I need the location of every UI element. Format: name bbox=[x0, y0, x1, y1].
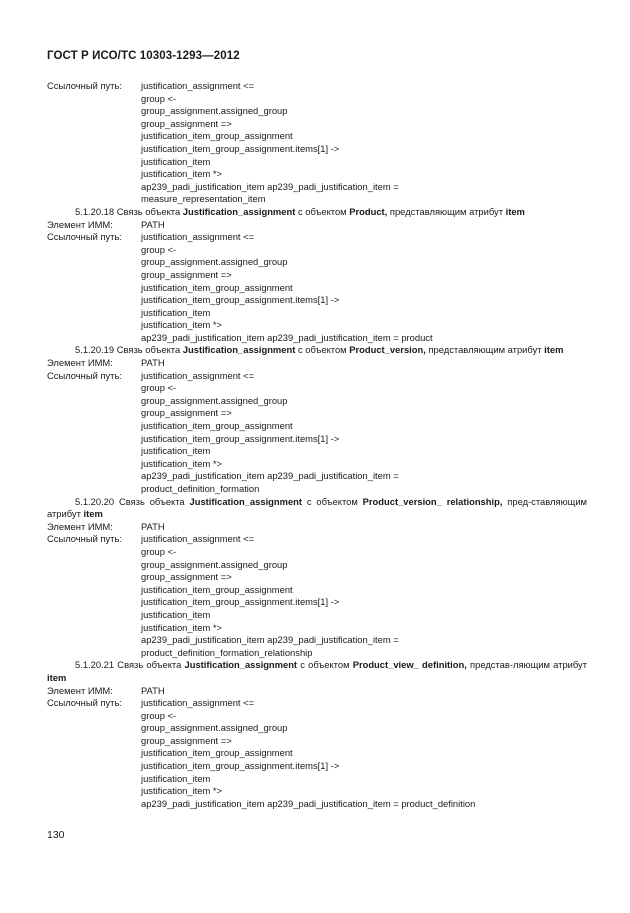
section-number: 5.1.20.19 bbox=[75, 344, 115, 356]
path-line: group_assignment.assigned_group bbox=[141, 256, 288, 268]
path-line: justification_assignment <= bbox=[141, 533, 255, 545]
target-entity-name: Product_version, bbox=[349, 344, 426, 356]
path-line: group_assignment => bbox=[141, 117, 232, 129]
aim-element-value: PATH bbox=[141, 218, 165, 230]
path-line: ap239_padi_justification_item ap239_padi_justification_item = product bbox=[141, 331, 433, 343]
path-line: justification_item_group_assignment.items[1] -> bbox=[141, 142, 340, 154]
entity-name: Justification_assignment bbox=[182, 205, 296, 217]
aim-element-value: PATH bbox=[141, 357, 165, 369]
heading-text: Связь объекта bbox=[116, 344, 181, 356]
reference-path-label: Ссылочный путь: bbox=[47, 533, 122, 545]
section-heading-5-1-20-20 bbox=[47, 496, 587, 521]
path-line: justification_item_group_assignment.items[1] -> bbox=[141, 432, 340, 444]
target-entity-name: Product, bbox=[349, 205, 388, 217]
path-line: group_assignment.assigned_group bbox=[141, 394, 288, 406]
aim-element-value: PATH bbox=[141, 520, 165, 532]
path-line: justification_item bbox=[141, 445, 211, 457]
heading-text: Связь объекта bbox=[117, 659, 182, 671]
aim-element-label: Элемент ИММ: bbox=[47, 357, 113, 369]
path-line: measure_representation_item bbox=[141, 193, 266, 205]
aim-element-row bbox=[47, 219, 587, 232]
aim-element-row bbox=[47, 685, 587, 698]
path-line: justification_item_group_assignment bbox=[141, 583, 293, 595]
path-line: justification_item *> bbox=[141, 621, 223, 633]
path-line: group_assignment => bbox=[141, 268, 232, 280]
target-entity-name: Product_view_ definition, bbox=[352, 659, 467, 671]
reference-path-row bbox=[47, 697, 587, 710]
heading-text: представляющим атрибут bbox=[428, 344, 542, 356]
heading-text: с объектом bbox=[306, 495, 358, 507]
path-line: ap239_padi_justification_item ap239_padi_justification_item = bbox=[141, 634, 399, 646]
section-heading-5-1-20-21 bbox=[47, 659, 587, 684]
attribute-name: item bbox=[83, 508, 103, 520]
path-line: ap239_padi_justification_item ap239_padi_justification_item = product_definition bbox=[141, 797, 476, 809]
path-line: justification_item_group_assignment.items[1] -> bbox=[141, 596, 340, 608]
aim-element-value: PATH bbox=[141, 684, 165, 696]
attribute-name: item bbox=[544, 344, 564, 356]
path-line: group_assignment.assigned_group bbox=[141, 105, 288, 117]
heading-text: пред-ставляющим атрибут bbox=[47, 495, 587, 520]
path-line: justification_item bbox=[141, 306, 211, 318]
aim-element-row bbox=[47, 357, 587, 370]
reference-path-label: Ссылочный путь: bbox=[47, 697, 122, 709]
document-body bbox=[47, 80, 587, 810]
reference-path-label: Ссылочный путь: bbox=[47, 231, 122, 243]
entity-name: Justification_assignment bbox=[184, 659, 298, 671]
aim-element-label: Элемент ИММ: bbox=[47, 218, 113, 230]
reference-path-row bbox=[47, 533, 587, 546]
path-line: justification_item *> bbox=[141, 785, 223, 797]
path-line: group <- bbox=[141, 92, 177, 104]
path-line: group <- bbox=[141, 545, 177, 557]
path-line: justification_item bbox=[141, 608, 211, 620]
reference-path-row bbox=[47, 370, 587, 383]
path-line: justification_item *> bbox=[141, 319, 223, 331]
heading-text: представляющим атрибут bbox=[389, 205, 503, 217]
path-line: justification_item bbox=[141, 772, 211, 784]
entity-name: Justification_assignment bbox=[189, 495, 303, 507]
path-line: group <- bbox=[141, 709, 177, 721]
reference-path-row bbox=[47, 80, 587, 93]
attribute-name: item bbox=[47, 671, 67, 683]
heading-text: Связь объекта bbox=[116, 205, 181, 217]
path-line: product_definition_formation bbox=[141, 483, 260, 494]
reference-path-label: Ссылочный путь: bbox=[47, 80, 122, 91]
path-line: justification_item_group_assignment.items[1] -> bbox=[141, 760, 340, 772]
heading-text: с объектом bbox=[297, 344, 347, 356]
path-line: group <- bbox=[141, 382, 177, 394]
path-line: ap239_padi_justification_item ap239_padi_justification_item = bbox=[141, 180, 399, 192]
section-number: 5.1.20.18 bbox=[75, 205, 115, 217]
heading-text: Связь объекта bbox=[118, 495, 185, 507]
path-line: product_definition_formation_relationship bbox=[141, 646, 313, 658]
path-line: justification_assignment <= bbox=[141, 231, 255, 243]
path-line: group <- bbox=[141, 243, 177, 255]
aim-element-row bbox=[47, 521, 587, 534]
page-header-standard-title: ГОСТ Р ИСО/ТС 10303-1293—2012 bbox=[47, 50, 240, 62]
path-line: justification_assignment <= bbox=[141, 80, 255, 91]
heading-text: с объектом bbox=[300, 659, 350, 671]
path-line: justification_item *> bbox=[141, 168, 223, 180]
page-number: 130 bbox=[47, 829, 65, 841]
path-line: justification_assignment <= bbox=[141, 369, 255, 381]
reference-path-label: Ссылочный путь: bbox=[47, 369, 122, 381]
path-line: justification_item_group_assignment bbox=[141, 130, 293, 142]
path-line: group_assignment => bbox=[141, 407, 232, 419]
path-line: group_assignment.assigned_group bbox=[141, 722, 288, 734]
path-line: justification_item *> bbox=[141, 457, 223, 469]
path-line: justification_item_group_assignment bbox=[141, 747, 293, 759]
aim-element-label: Элемент ИММ: bbox=[47, 520, 113, 532]
section-number: 5.1.20.21 bbox=[75, 659, 115, 671]
entity-name: Justification_assignment bbox=[182, 344, 296, 356]
attribute-name: item bbox=[505, 205, 525, 217]
section-heading-5-1-20-18 bbox=[47, 206, 587, 219]
path-line: group_assignment => bbox=[141, 571, 232, 583]
path-line: justification_item_group_assignment bbox=[141, 420, 293, 432]
path-line: justification_item_group_assignment.items[1] -> bbox=[141, 294, 340, 306]
section-number: 5.1.20.20 bbox=[75, 495, 115, 507]
path-line: justification_item_group_assignment bbox=[141, 281, 293, 293]
heading-text: с объектом bbox=[297, 205, 347, 217]
path-line: justification_item bbox=[141, 155, 211, 167]
aim-element-label: Элемент ИММ: bbox=[47, 684, 113, 696]
heading-text: представ-ляющим атрибут bbox=[470, 659, 588, 671]
target-entity-name: Product_version_ relationship, bbox=[362, 495, 503, 507]
section-heading-5-1-20-19 bbox=[47, 344, 587, 357]
path-line: group_assignment => bbox=[141, 734, 232, 746]
path-line: group_assignment.assigned_group bbox=[141, 558, 288, 570]
path-line: justification_assignment <= bbox=[141, 697, 255, 709]
reference-path-row bbox=[47, 231, 587, 244]
path-line: ap239_padi_justification_item ap239_padi_justification_item = bbox=[141, 470, 399, 482]
